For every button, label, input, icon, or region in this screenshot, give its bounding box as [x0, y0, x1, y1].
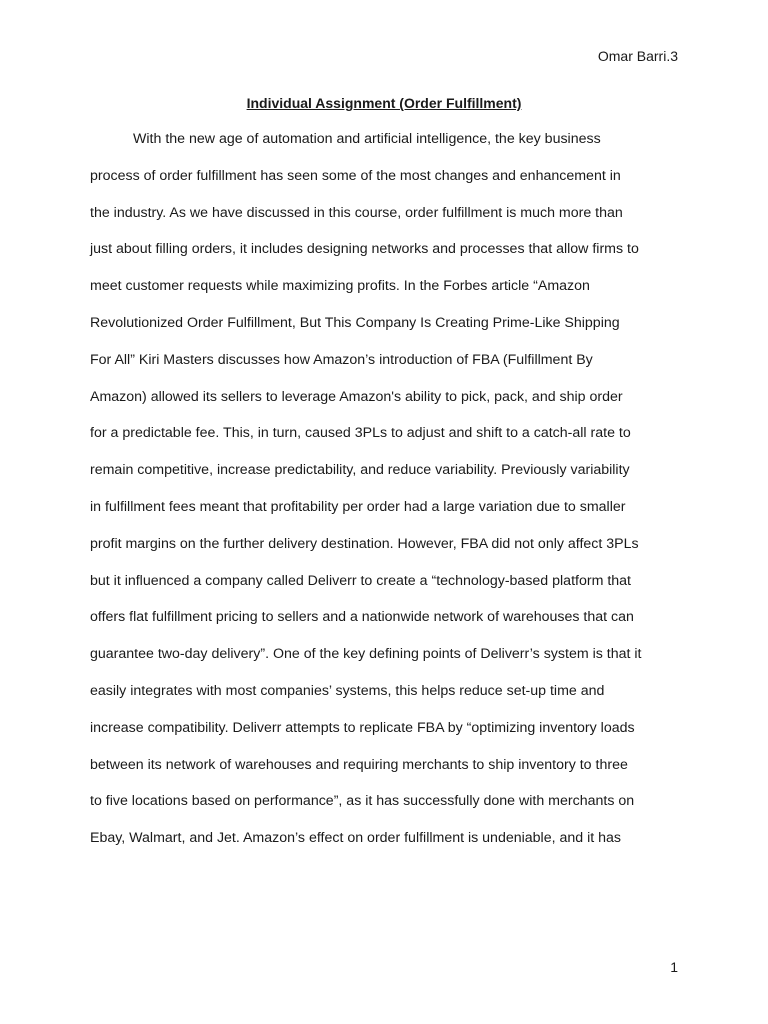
body-line: For All” Kiri Masters discusses how Amazon’s introduction of FBA (Fulfillment By: [90, 351, 593, 368]
body-line: Ebay, Walmart, and Jet. Amazon’s effect on order fulfillment is undeniable, and it has: [90, 830, 622, 847]
body-line: Revolutionized Order Fulfillment, But This Company Is Creating Prime-Like Shipping: [90, 314, 620, 331]
page-number: 1: [670, 959, 678, 975]
body-line: remain competitive, increase predictability, and reduce variability. Previously variability: [90, 462, 630, 479]
body-line: increase compatibility. Deliverr attempts to replicate FBA by “optimizing inventory loads: [90, 719, 635, 736]
body-line: but it influenced a company called Deliverr to create a “technology-based platform that: [90, 572, 631, 589]
body-line: With the new age of automation and artificial intelligence, the key business: [133, 131, 601, 147]
body-line: profit margins on the further delivery destination. However, FBA did not only affect 3PLs: [90, 535, 639, 552]
body-line: to five locations based on performance”, as it has successfully done with merchants on: [90, 793, 635, 810]
document-title: Individual Assignment (Order Fulfillment): [246, 95, 522, 111]
page-header-author: Omar Barri.3: [597, 48, 678, 64]
body-line: between its network of warehouses and requiring merchants to ship inventory to three: [90, 756, 628, 773]
body-line: just about filling orders, it includes designing networks and processes that allow firms to: [90, 241, 639, 258]
body-line: meet customer requests while maximizing profits. In the Forbes article “Amazon: [90, 278, 590, 295]
body-line: easily integrates with most companies’ systems, this helps reduce set-up time and: [90, 682, 605, 699]
body-line: guarantee two-day delivery”. One of the key defining points of Deliverr’s system is that it: [90, 646, 642, 663]
body-line: process of order fulfillment has seen some of the most changes and enhancement in: [90, 167, 621, 184]
body-line: for a predictable fee. This, in turn, caused 3PLs to adjust and shift to a catch-all rate to: [90, 425, 631, 442]
body-line: offers flat fulfillment pricing to sellers and a nationwide network of warehouses that can: [90, 609, 634, 626]
body-paragraph: [90, 128, 682, 864]
body-line: Amazon) allowed its sellers to leverage Amazon's ability to pick, pack, and ship order: [90, 388, 623, 405]
body-line: in fulfillment fees meant that profitability per order had a large variation due to smaller: [90, 498, 626, 515]
body-line: the industry. As we have discussed in this course, order fulfillment is much more than: [90, 204, 623, 221]
